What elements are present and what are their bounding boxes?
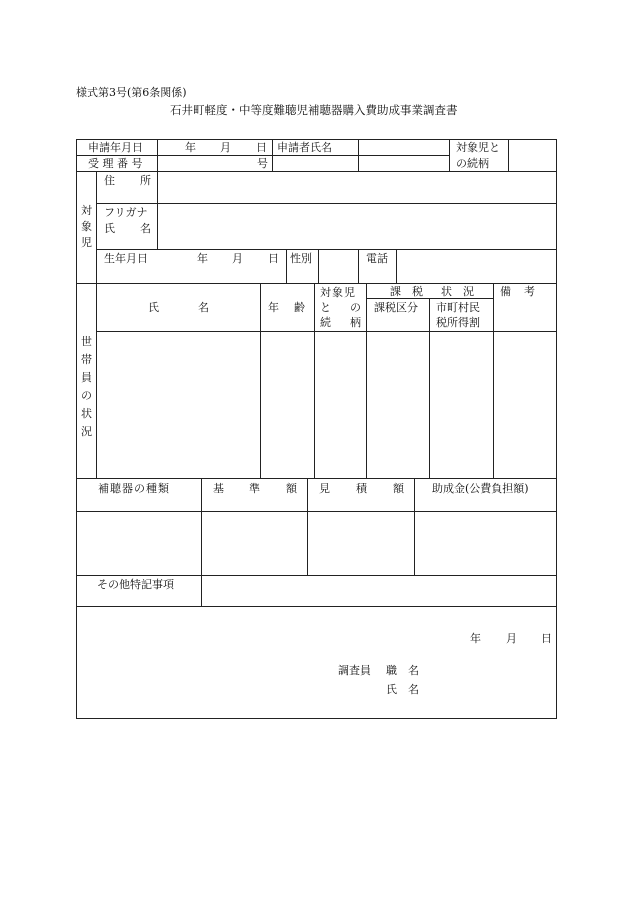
address-label-2: 所 [140, 174, 151, 187]
relation-label-line1: 対象児と [456, 141, 500, 154]
birth-date-label: 生年月日 [104, 252, 148, 265]
household-age-label-2: 齢 [294, 301, 305, 314]
gender-label: 性別 [290, 252, 312, 265]
relation-label-line2: の続柄 [456, 157, 489, 170]
investigator-title-b: 名 [408, 664, 419, 677]
household-members-area[interactable] [98, 333, 555, 477]
household-name-label-2: 名 [198, 301, 209, 314]
tax-status-b: 税 [412, 285, 423, 298]
applicant-name-field[interactable] [360, 141, 448, 170]
subsidy-field[interactable] [416, 513, 555, 574]
remarks-label-b: 考 [524, 285, 535, 298]
birth-date-year: 年 [197, 252, 208, 265]
household-name-label-1: 氏 [148, 301, 159, 314]
estimate-amount-field[interactable] [309, 513, 413, 574]
investigator-label: 調査員 [338, 664, 371, 677]
address-field[interactable] [159, 173, 555, 202]
tax-category-label: 課税区分 [374, 301, 418, 314]
municipal-tax-label-2: 税所得割 [436, 316, 480, 329]
child-section-label: 対象児 [81, 204, 92, 249]
investigator-name-a: 氏 [386, 683, 397, 696]
receipt-number-suffix: 号 [257, 157, 268, 170]
signature-month: 月 [506, 632, 517, 645]
subsidy-label: 助成金(公費負担額) [432, 482, 529, 495]
gender-field[interactable] [320, 251, 357, 282]
standard-amount-b: 準 [249, 482, 260, 495]
birth-date-day: 日 [268, 252, 279, 265]
address-label-1: 住 [104, 174, 115, 187]
application-date-label: 申請年月日 [88, 141, 143, 154]
relation-field[interactable] [510, 141, 556, 170]
signature-year: 年 [470, 632, 481, 645]
other-notes-field[interactable] [203, 577, 555, 605]
standard-amount-c: 額 [286, 482, 297, 495]
page-title: 石井町軽度・中等度難聴児補聴器購入費助成事業調査書 [170, 103, 458, 117]
standard-amount-a: 基 [213, 482, 224, 495]
receipt-number-label: 受 理 番 号 [88, 157, 143, 170]
hearing-aid-type-field[interactable] [78, 513, 200, 574]
estimate-amount-b: 積 [356, 482, 367, 495]
estimate-amount-a: 見 [319, 482, 330, 495]
household-relation-line2a: と [320, 301, 331, 314]
household-section-label: 世帯員の状況 [81, 335, 92, 438]
investigator-name-b: 名 [408, 683, 419, 696]
tax-status-d: 況 [463, 285, 474, 298]
tax-status-a: 課 [390, 285, 401, 298]
applicant-name-label: 申請者氏名 [277, 141, 332, 154]
tax-status-c: 状 [441, 285, 452, 298]
child-name-label-2: 名 [140, 222, 151, 235]
child-name-label-1: 氏 [104, 222, 115, 235]
other-notes-label: その他特記事項 [97, 578, 174, 591]
application-date-day: 日 [256, 141, 267, 154]
hearing-aid-type-label: 補聴器の種類 [98, 482, 170, 495]
household-relation-line3b: 柄 [350, 316, 361, 329]
estimate-amount-c: 額 [393, 482, 404, 495]
household-age-label-1: 年 [268, 301, 279, 314]
phone-field[interactable] [398, 251, 555, 282]
application-date-month: 月 [220, 141, 231, 154]
phone-label: 電話 [366, 252, 388, 265]
household-relation-line2b: の [350, 301, 361, 314]
household-relation-line3a: 続 [320, 316, 331, 329]
furigana-label: フリガナ [104, 206, 148, 219]
investigator-title-a: 職 [386, 664, 397, 677]
household-relation-line1: 対象児 [320, 286, 356, 299]
standard-amount-field[interactable] [203, 513, 306, 574]
signature-day: 日 [541, 632, 552, 645]
birth-date-month: 月 [232, 252, 243, 265]
child-name-field[interactable] [159, 205, 555, 248]
application-date-year: 年 [185, 141, 196, 154]
municipal-tax-label-1: 市町村民 [436, 301, 480, 314]
remarks-label-a: 備 [500, 285, 511, 298]
form-number: 様式第3号(第6条関係) [76, 86, 187, 99]
